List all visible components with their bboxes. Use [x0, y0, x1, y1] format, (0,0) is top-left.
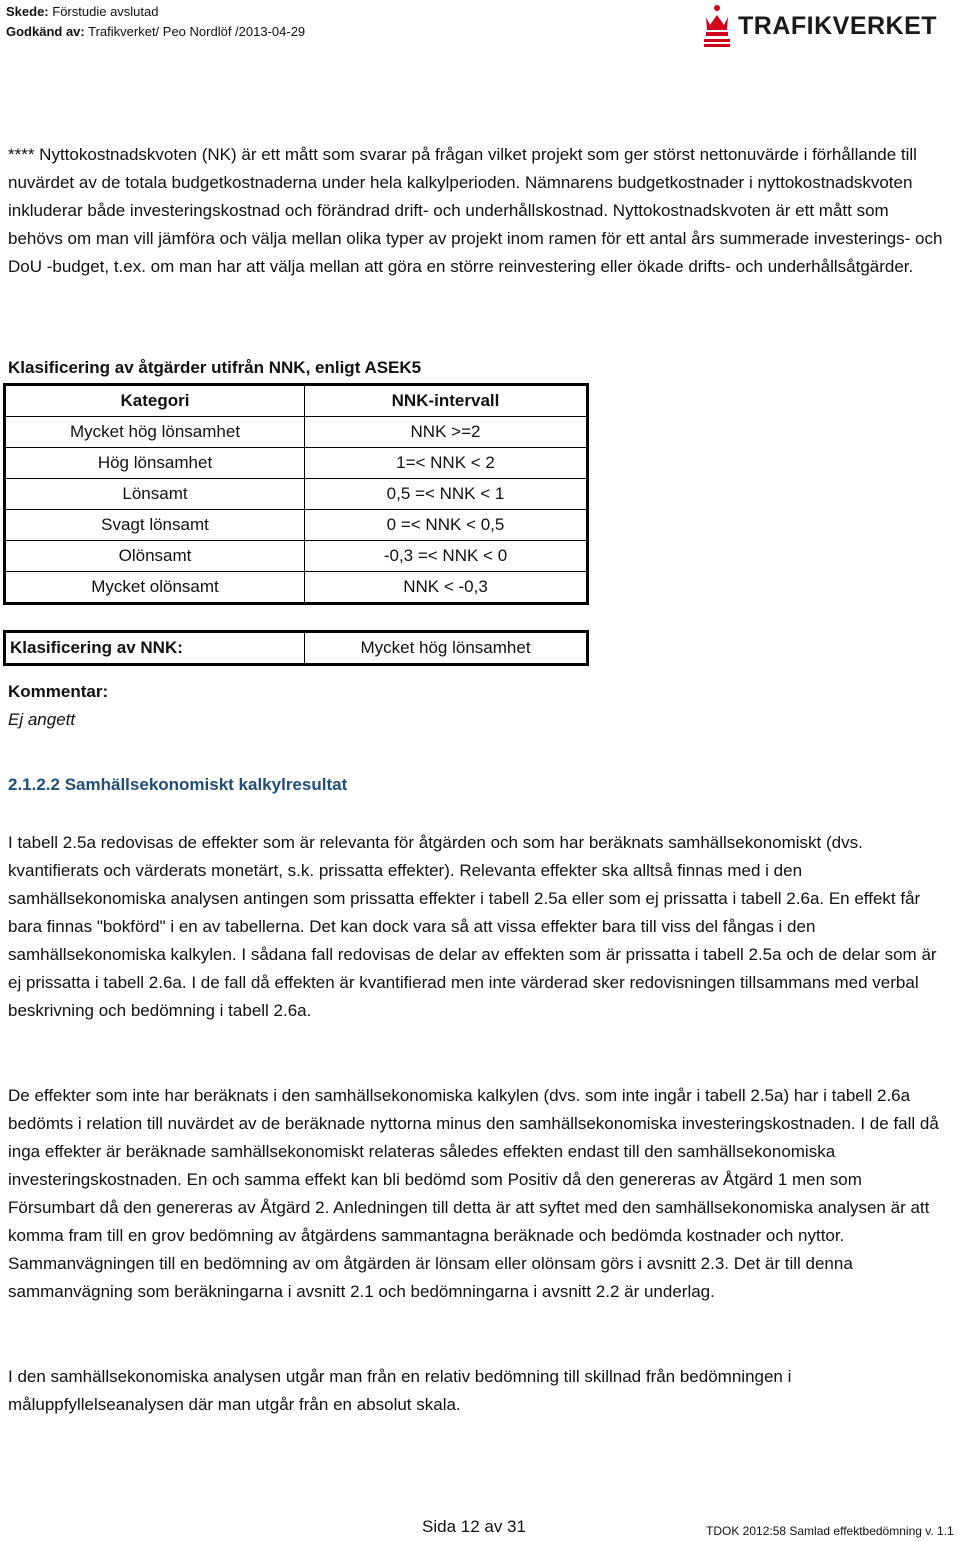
table-row: [5, 632, 588, 665]
result-value: Mycket hög lönsamhet: [305, 632, 588, 665]
interval-cell: 0 =< NNK < 0,5: [305, 510, 588, 541]
result-label: Klasificering av NNK:: [5, 632, 305, 665]
comment-value: Ej angett: [8, 710, 76, 729]
nnk-result-table: [3, 630, 589, 666]
table-row: [5, 448, 588, 479]
classification-heading: Klasificering av åtgärder utifrån NNK, enligt ASEK5: [8, 358, 422, 377]
crown-icon: [700, 3, 734, 49]
trafikverket-logo: [700, 2, 952, 50]
page-number: Sida 12 av 31: [422, 1517, 526, 1536]
table-row: [5, 541, 588, 572]
comment-label: Kommentar:: [8, 682, 109, 701]
category-cell: Olönsamt: [5, 541, 305, 572]
intro-paragraph: **** Nyttokostnadskvoten (NK) är ett mått som svarar på frågan vilket projekt som ger störst nettonuvärde i förhållande till nuvärdet av de totala budgetkostnaderna under hela kalkylperioden. Nämnarens budgetkostnader i nyttokostnadskvoten inkluderar både investeringskostnad och förändrad drift- och underhållskostnad. Nyttokostnadskvoten är ett mått som behövs om man vill jämföra och välja mellan olika typer av projekt inom ramen för ett antal års summerade investerings- och DoU -budget, t.ex. om man har att välja mellan att göra en större reinvestering eller ökade drifts- och underhållsåtgärder.: [8, 145, 943, 276]
table-row: [5, 479, 588, 510]
table-row: [5, 510, 588, 541]
section-paragraph: De effekter som inte har beräknats i den samhällsekonomiska kalkylen (dvs. som inte ingår i tabell 2.5a) har i tabell 2.6a bedömts i relation till nuvärdet av de beräknade nyttorna minus den samhällsekonomiska investeringskostnaden. I de fall då inga effekter är beräknade samhällsekonomiskt relateras således effekten endast till den samhällsekonomiska investeringskostnaden. En och samma effekt kan bli bedömd som Positiv då den genereras av Åtgärd 1 men som Försumbart då den genereras av Åtgärd 2. Anledningen till detta är att syftet med den samhällsekonomiska analysen är att komma fram till en grov bedömning av åtgärdens sammantagna beräknade och bedömda kostnader och nyttor. Sammanvägningen till en bedömning av om åtgärden är lönsam eller olönsam görs i avsnitt 2.3. Det är till denna sammanvägning som beräkningarna i avsnitt 2.1 och bedömningarna i avsnitt 2.2 är underlag.: [8, 1086, 939, 1301]
table-row: [5, 417, 588, 448]
category-cell: Hög lönsamhet: [5, 448, 305, 479]
column-header: NNK-intervall: [305, 385, 588, 417]
table-row: [5, 572, 588, 604]
interval-cell: NNK < -0,3: [305, 572, 588, 604]
column-header: Kategori: [5, 385, 305, 417]
approved-line: Godkänd av: Trafikverket/ Peo Nordlöf /2013-04-29: [6, 24, 306, 39]
category-cell: Lönsamt: [5, 479, 305, 510]
section-heading: 2.1.2.2 Samhällsekonomiskt kalkylresultat: [8, 775, 348, 794]
category-cell: Svagt lönsamt: [5, 510, 305, 541]
logo-wordmark: TRAFIKVERKET: [738, 11, 938, 40]
nnk-classification-table: [3, 383, 589, 605]
category-cell: Mycket olönsamt: [5, 572, 305, 604]
document-header: [6, 2, 305, 42]
interval-cell: -0,3 =< NNK < 0: [305, 541, 588, 572]
stage-line: Skede: Förstudie avslutad: [6, 4, 159, 19]
section-paragraph: I tabell 2.5a redovisas de effekter som är relevanta för åtgärden och som har beräknats samhällsekonomiskt (dvs. kvantifierats och värderats monetärt, s.k. prissatta effekter). Relevanta effekter ska alltså finnas med i den samhällsekonomiska analysen antingen som prissatta effekter i tabell 2.5a eller som ej prissatta i tabell 2.6a. En effekt får bara finnas "bokförd" i en av tabellerna. Det kan dock vara så att vissa effekter bara till viss del fångas i den samhällsekonomiska kalkylen. I sådana fall redovisas de delar av effekten som är prissatta i tabell 2.5a och de delar som är ej prissatta i tabell 2.6a. I de fall då effekten är kvantifierad men inte värderad sker redovisningen tillsammans med verbal beskrivning och bedömning i tabell 2.6a.: [8, 833, 937, 1020]
category-cell: Mycket hög lönsamhet: [5, 417, 305, 448]
section-paragraph: I den samhällsekonomiska analysen utgår man från en relativ bedömning till skillnad från bedömningen i måluppfyllelseanalysen där man utgår från en absolut skala.: [8, 1367, 792, 1414]
interval-cell: NNK >=2: [305, 417, 588, 448]
table-header-row: [5, 385, 588, 417]
document-id: TDOK 2012:58 Samlad effektbedömning v. 1.1: [706, 1524, 954, 1538]
interval-cell: 1=< NNK < 2: [305, 448, 588, 479]
interval-cell: 0,5 =< NNK < 1: [305, 479, 588, 510]
